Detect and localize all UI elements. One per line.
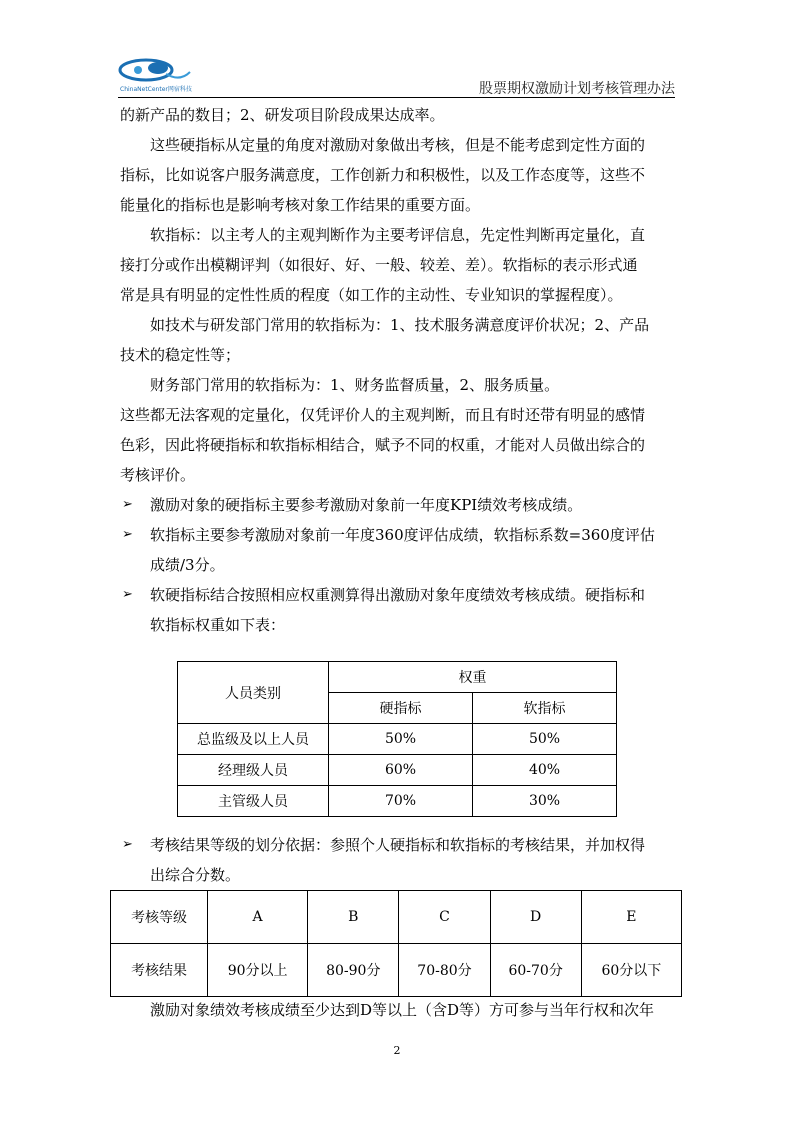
row-category: 总监级及以上人员 bbox=[178, 724, 329, 755]
table-header-weight: 权重 bbox=[329, 662, 617, 693]
grade-row-label: 考核等级 bbox=[111, 891, 208, 944]
result-cell: 60分以下 bbox=[581, 944, 681, 997]
bullet-item bbox=[120, 490, 676, 520]
row-hard-weight: 60% bbox=[329, 755, 473, 786]
result-row-label: 考核结果 bbox=[111, 944, 208, 997]
row-category: 经理级人员 bbox=[178, 755, 329, 786]
table-row bbox=[178, 724, 617, 755]
table-row bbox=[178, 786, 617, 817]
table-row bbox=[111, 891, 682, 944]
grade-cell: D bbox=[490, 891, 581, 944]
paragraph-line: 指标，比如说客户服务满意度，工作创新力和积极性，以及工作态度等，这些不 bbox=[120, 166, 646, 184]
bullet-continuation: 成绩/3分。 bbox=[150, 556, 225, 574]
page-number: 2 bbox=[393, 1044, 401, 1057]
paragraph-line: 这些硬指标从定量的角度对激励对象做出考核，但是不能考虑到定性方面的 bbox=[150, 136, 646, 154]
bullet-continuation: 出综合分数。 bbox=[150, 866, 241, 884]
row-hard-weight: 50% bbox=[329, 724, 473, 755]
paragraph-line: 考核评价。 bbox=[120, 466, 196, 484]
paragraph-line: 这些都无法客观的定量化，仅凭评价人的主观判断，而且有时还带有明显的感情 bbox=[120, 406, 646, 424]
table-header-soft: 软指标 bbox=[473, 693, 617, 724]
result-cell: 90分以上 bbox=[208, 944, 308, 997]
weight-table bbox=[177, 661, 617, 817]
paragraph-line: 技术的稳定性等； bbox=[120, 346, 241, 364]
bullet-text: 考核结果等级的划分依据：参照个人硬指标和软指标的考核结果，并加权得 bbox=[150, 836, 646, 854]
result-cell: 60-70分 bbox=[490, 944, 581, 997]
paragraph-line: 软指标：以主考人的主观判断作为主要考评信息，先定性判断再定量化，直 bbox=[150, 226, 646, 244]
logo-text: ChinaNetCenter网宿科技 bbox=[120, 86, 192, 93]
arrow-bullet-icon: ➢ bbox=[122, 587, 133, 602]
bullet-item bbox=[120, 830, 676, 860]
arrow-bullet-icon: ➢ bbox=[122, 497, 133, 512]
grade-cell: C bbox=[399, 891, 490, 944]
bullet-text: 软指标主要参考激励对象前一年度360度评估成绩，软指标系数=360度评估 bbox=[150, 526, 655, 544]
row-soft-weight: 30% bbox=[473, 786, 617, 817]
arrow-bullet-icon: ➢ bbox=[122, 837, 133, 852]
result-cell: 80-90分 bbox=[308, 944, 399, 997]
table-header-hard: 硬指标 bbox=[329, 693, 473, 724]
bullet-text: 软硬指标结合按照相应权重测算得出激励对象年度绩效考核成绩。硬指标和 bbox=[150, 586, 646, 604]
grade-cell: E bbox=[581, 891, 681, 944]
header-divider bbox=[118, 97, 675, 98]
bullet-continuation: 软指标权重如下表： bbox=[150, 616, 286, 634]
grade-cell: B bbox=[308, 891, 399, 944]
result-cell: 70-80分 bbox=[399, 944, 490, 997]
page-header bbox=[118, 48, 675, 98]
tail-paragraph-line: 激励对象绩效考核成绩至少达到D等以上（含D等）方可参与当年行权和次年 bbox=[150, 1001, 655, 1019]
row-soft-weight: 50% bbox=[473, 724, 617, 755]
grade-table bbox=[110, 890, 682, 997]
paragraph-line: 常是具有明显的定性性质的程度（如工作的主动性、专业知识的掌握程度）。 bbox=[120, 286, 623, 304]
document-title: 股票期权激励计划考核管理办法 bbox=[479, 81, 675, 97]
bullet-block bbox=[120, 830, 676, 890]
paragraph-line: 如技术与研发部门常用的软指标为：1、技术服务满意度评价状况；2、产品 bbox=[150, 316, 650, 334]
bullet-text: 激励对象的硬指标主要参考激励对象前一年度KPI绩效考核成绩。 bbox=[150, 496, 583, 514]
paragraph-line: 财务部门常用的软指标为：1、财务监督质量，2、服务质量。 bbox=[150, 376, 560, 394]
bullet-item bbox=[120, 580, 676, 610]
paragraph-line: 色彩，因此将硬指标和软指标相结合，赋予不同的权重，才能对人员做出综合的 bbox=[120, 436, 646, 454]
paragraph-line: 的新产品的数目；2、研发项目阶段成果达成率。 bbox=[120, 106, 445, 124]
document-body bbox=[120, 100, 676, 640]
row-soft-weight: 40% bbox=[473, 755, 617, 786]
row-hard-weight: 70% bbox=[329, 786, 473, 817]
arrow-bullet-icon: ➢ bbox=[122, 527, 133, 542]
paragraph-line: 接打分或作出模糊评判（如很好、好、一般、较差、差）。软指标的表示形式通 bbox=[120, 256, 638, 274]
table-header-category: 人员类别 bbox=[178, 662, 329, 724]
table-row bbox=[111, 944, 682, 997]
bullet-item bbox=[120, 520, 676, 550]
table-row bbox=[178, 755, 617, 786]
row-category: 主管级人员 bbox=[178, 786, 329, 817]
grade-cell: A bbox=[208, 891, 308, 944]
paragraph-line: 能量化的指标也是影响考核对象工作结果的重要方面。 bbox=[120, 196, 481, 214]
